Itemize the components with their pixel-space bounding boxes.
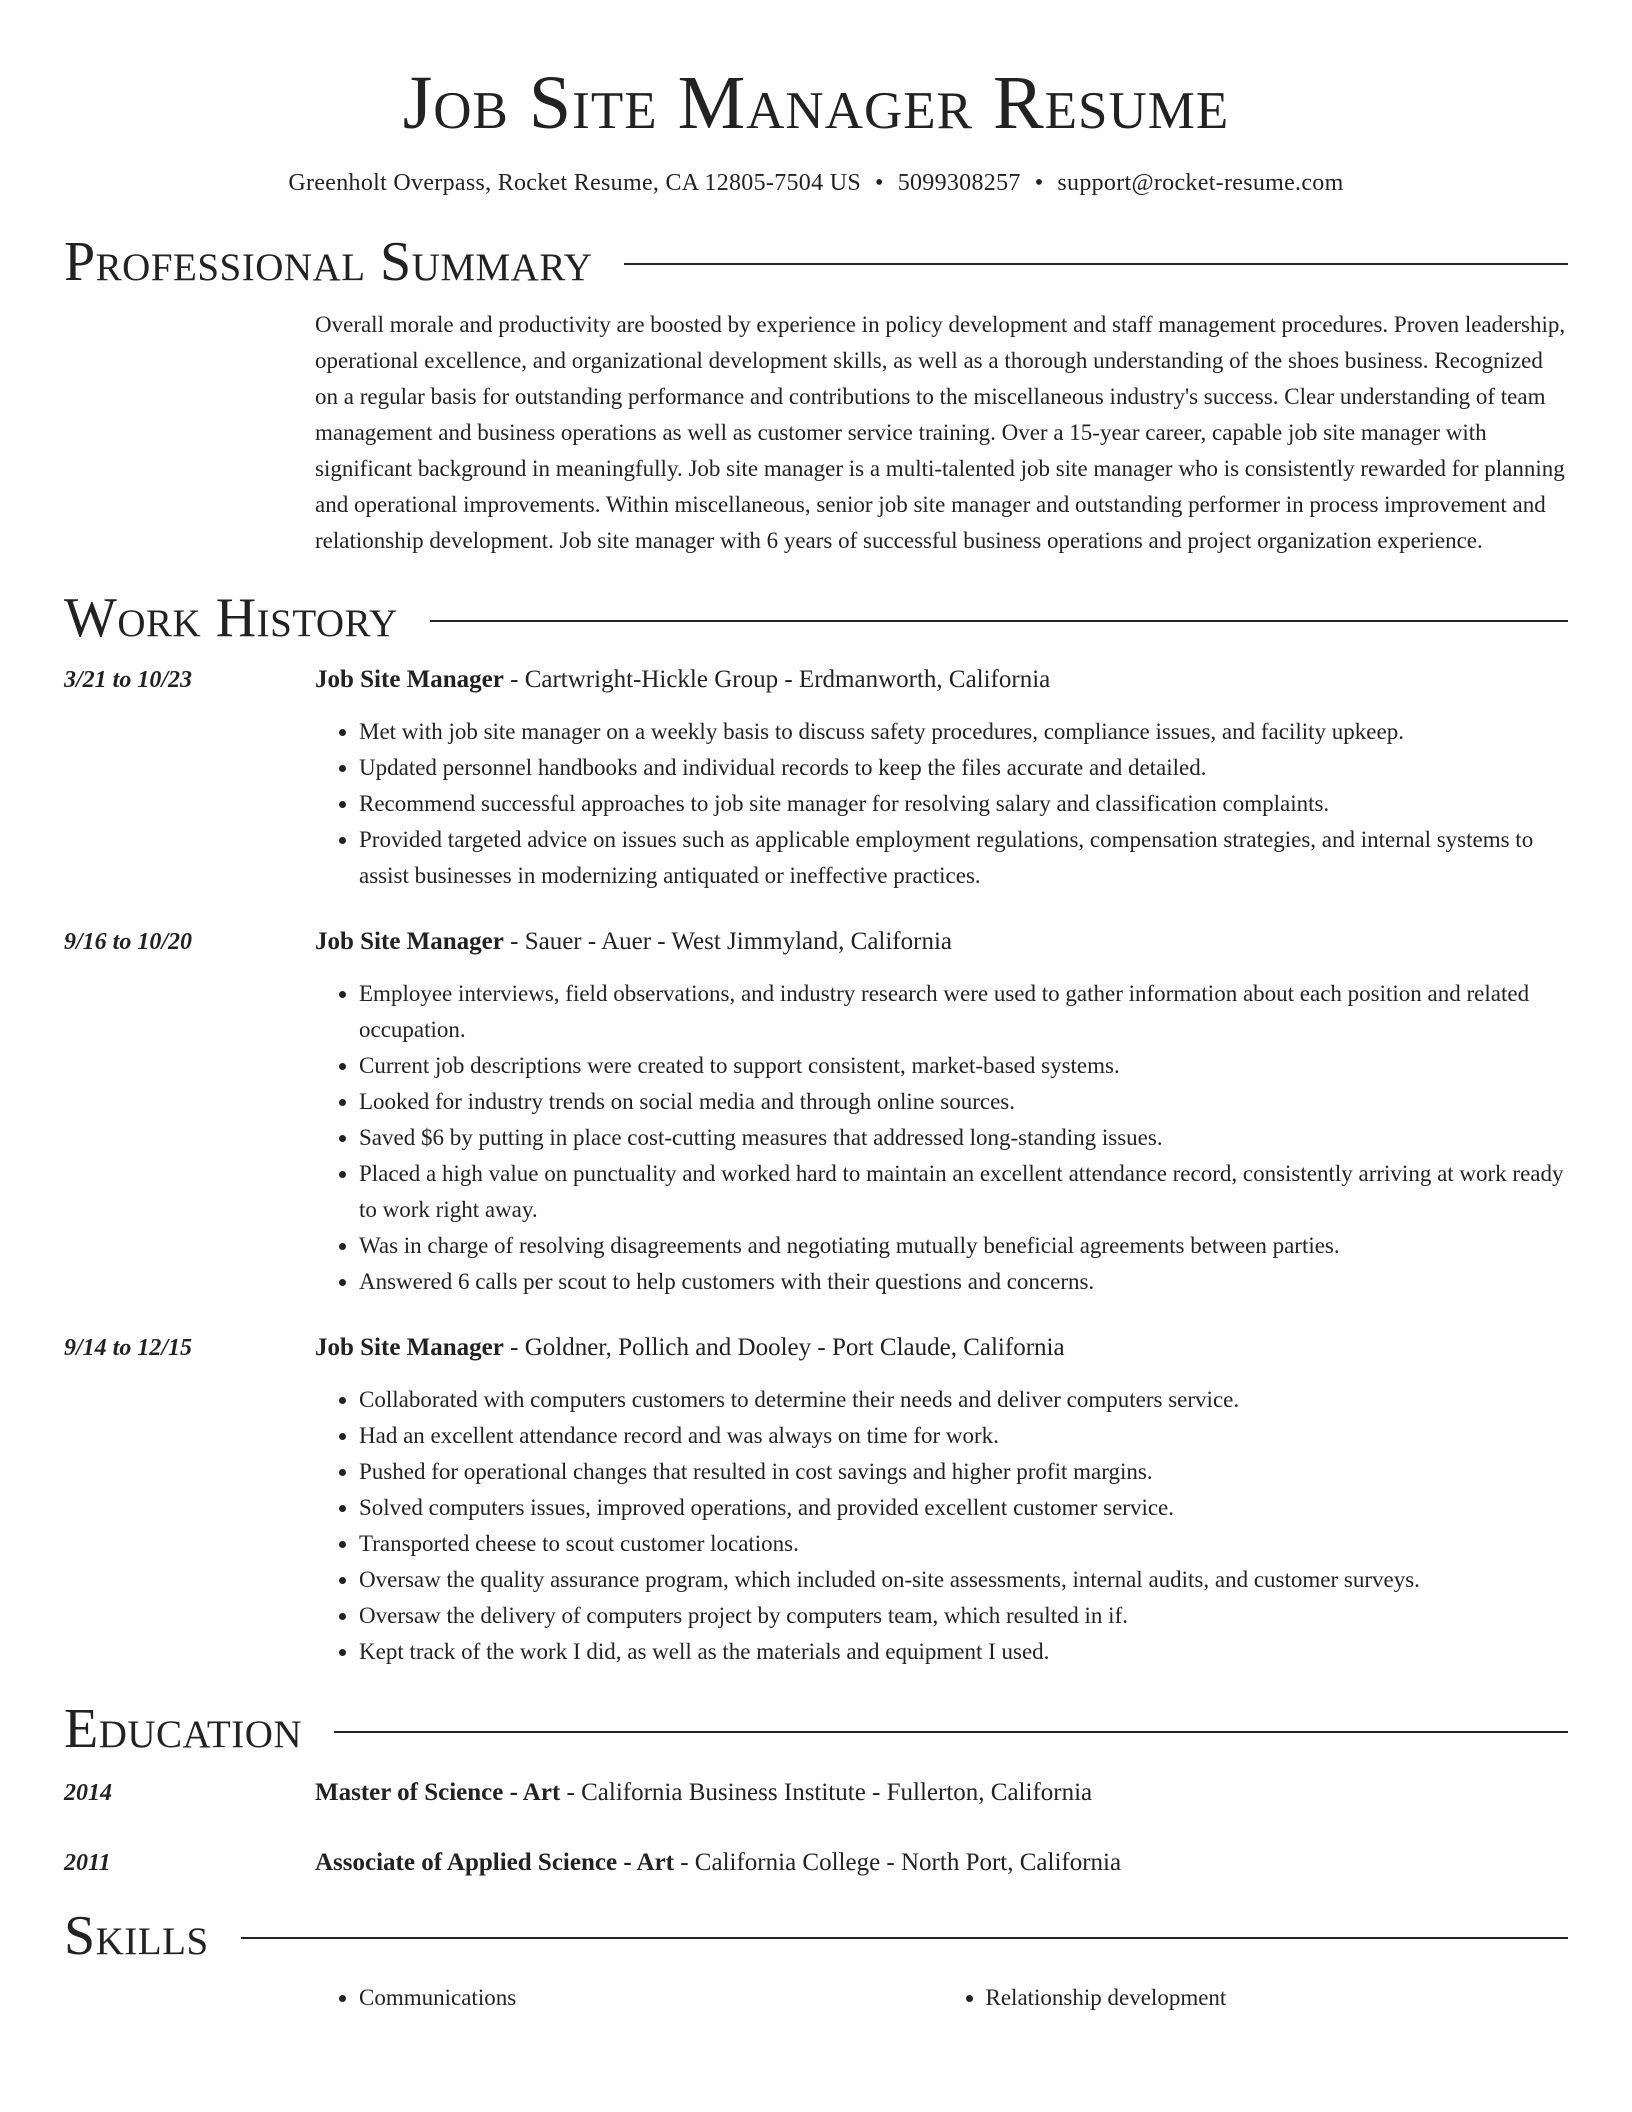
education-details: - California College - North Port, California bbox=[673, 1848, 1122, 1876]
job-heading bbox=[315, 924, 1568, 960]
job-body bbox=[315, 662, 1568, 894]
job-bullets bbox=[315, 714, 1568, 894]
summary-text: Overall morale and productivity are boosted by experience in policy development and staff management procedures. Proven leadership, operational excellence, and organizational development skills, as well as a thorough understanding of the shoes business. Recognized on a regular basis for outstanding performance and contributions to the miscellaneous industry's success. Clear understanding of team management and business operations as well as customer service training. Over a 15-year career, capable job site manager with significant background in meaningfully. Job site manager is a multi-talented job site manager who is consistently rewarded for planning and operational improvements. Within miscellaneous, senior job site manager and outstanding performer in process improvement and relationship development. Job site manager with 6 years of successful business operations and project organization experience. bbox=[315, 312, 1566, 554]
job-bullet: • Oversaw the delivery of computers project by computers team, which resulted in if. bbox=[359, 1598, 1568, 1634]
summary-row bbox=[64, 307, 1568, 559]
skill-item: • Relationship development bbox=[986, 1980, 1569, 2016]
contact-phone: 5099308257 bbox=[897, 169, 1021, 196]
job-bullet: • Answered 6 calls per scout to help customers with their questions and concerns. bbox=[359, 1264, 1568, 1300]
job-bullet: • Pushed for operational changes that resulted in cost savings and higher profit margins. bbox=[359, 1454, 1568, 1490]
education-entry bbox=[64, 1775, 1568, 1811]
job-bullet: • Solved computers issues, improved operations, and provided excellent customer service. bbox=[359, 1490, 1568, 1526]
section-divider bbox=[334, 1731, 1568, 1733]
contact-separator: • bbox=[874, 169, 884, 196]
education-year: 2014 bbox=[64, 1779, 112, 1806]
job-heading bbox=[315, 662, 1568, 698]
skills-grid bbox=[315, 1980, 1568, 2016]
skills-left-spacer bbox=[64, 1966, 315, 2016]
education-degree: Associate of Applied Science - Art bbox=[315, 1848, 674, 1876]
job-bullet: • Looked for industry trends on social media and through online sources. bbox=[359, 1084, 1568, 1120]
section-divider bbox=[241, 1937, 1568, 1939]
summary-section-header bbox=[64, 230, 1568, 293]
skills-section-header bbox=[64, 1904, 1568, 1967]
education-degree: Master of Science - Art bbox=[315, 1778, 561, 1806]
job-bullet: • Oversaw the quality assurance program, which included on-site assessments, internal audits, and customer surveys. bbox=[359, 1562, 1568, 1598]
job-bullet: • Employee interviews, field observations, and industry research were used to gather information about each position and related occupation. bbox=[359, 976, 1568, 1048]
resume-title: Job Site Manager Resume bbox=[402, 61, 1230, 145]
job-bullet: • Placed a high value on punctuality and worked hard to maintain an excellent attendance record, consistently arriving at work ready to work right away. bbox=[359, 1156, 1568, 1228]
contact-line bbox=[64, 170, 1568, 197]
skills-list-right bbox=[942, 1980, 1569, 2016]
job-bullet: • Current job descriptions were created to support consistent, market-based systems. bbox=[359, 1048, 1568, 1084]
contact-address: Greenholt Overpass, Rocket Resume, CA 12805-7504 US bbox=[288, 169, 861, 196]
education-section-title: Education bbox=[64, 1698, 303, 1761]
work-section-title: Work History bbox=[64, 587, 398, 650]
section-divider bbox=[624, 263, 1568, 265]
job-dates: 9/16 to 10/20 bbox=[64, 929, 193, 956]
job-dates: 9/14 to 12/15 bbox=[64, 1335, 193, 1362]
contact-email: support@rocket-resume.com bbox=[1057, 169, 1344, 196]
education-section-header bbox=[64, 1700, 1568, 1759]
education-details: - California Business Institute - Fullerton, California bbox=[560, 1778, 1093, 1806]
job-entry bbox=[64, 924, 1568, 1300]
job-bullet: • Saved $6 by putting in place cost-cutting measures that addressed long-standing issues. bbox=[359, 1120, 1568, 1156]
job-entry bbox=[64, 662, 1568, 894]
job-bullet: • Updated personnel handbooks and individual records to keep the files accurate and detailed. bbox=[359, 750, 1568, 786]
skill-item: • Communications bbox=[359, 1980, 942, 2016]
education-body bbox=[315, 1845, 1568, 1881]
job-bullet: • Was in charge of resolving disagreements and negotiating mutually beneficial agreements between parties. bbox=[359, 1228, 1568, 1264]
job-bullet: • Provided targeted advice on issues such as applicable employment regulations, compensation strategies, and internal systems to assist businesses in modernizing antiquated or ineffective practices. bbox=[359, 822, 1568, 894]
job-title: Job Site Manager bbox=[315, 1334, 504, 1362]
job-dates: 3/21 to 10/23 bbox=[64, 667, 193, 694]
job-bullet: • Recommend successful approaches to job site manager for resolving salary and classification complaints. bbox=[359, 786, 1568, 822]
job-entry bbox=[64, 1330, 1568, 1670]
job-title: Job Site Manager bbox=[315, 928, 504, 956]
job-bullet: • Kept track of the work I did, as well as the materials and equipment I used. bbox=[359, 1634, 1568, 1670]
job-bullet: • Collaborated with computers customers to determine their needs and deliver computers service. bbox=[359, 1382, 1568, 1418]
job-body bbox=[315, 1330, 1568, 1670]
contact-separator: • bbox=[1034, 169, 1044, 196]
skills-list-left bbox=[315, 1980, 942, 2016]
skills-row bbox=[64, 1966, 1568, 2016]
job-title: Job Site Manager bbox=[315, 666, 504, 694]
education-year: 2011 bbox=[64, 1849, 111, 1876]
job-details: - Goldner, Pollich and Dooley - Port Claude, California bbox=[503, 1334, 1065, 1362]
skills-section-title: Skills bbox=[64, 1904, 209, 1967]
job-bullets bbox=[315, 1382, 1568, 1670]
job-bullet: • Transported cheese to scout customer locations. bbox=[359, 1526, 1568, 1562]
job-details: - Cartwright-Hickle Group - Erdmanworth, California bbox=[503, 666, 1051, 694]
job-body bbox=[315, 924, 1568, 1300]
job-bullet: • Met with job site manager on a weekly basis to discuss safety procedures, compliance issues, and facility upkeep. bbox=[359, 714, 1568, 750]
job-heading bbox=[315, 1330, 1568, 1366]
work-section-header bbox=[64, 589, 1568, 648]
summary-left-spacer bbox=[64, 307, 315, 559]
education-entry bbox=[64, 1845, 1568, 1881]
summary-section-title: Professional Summary bbox=[64, 230, 593, 293]
education-body bbox=[315, 1775, 1568, 1811]
job-details: - Sauer - Auer - West Jimmyland, California bbox=[503, 928, 952, 956]
section-divider bbox=[430, 620, 1568, 622]
job-bullet: • Had an excellent attendance record and was always on time for work. bbox=[359, 1418, 1568, 1454]
job-bullets bbox=[315, 976, 1568, 1300]
